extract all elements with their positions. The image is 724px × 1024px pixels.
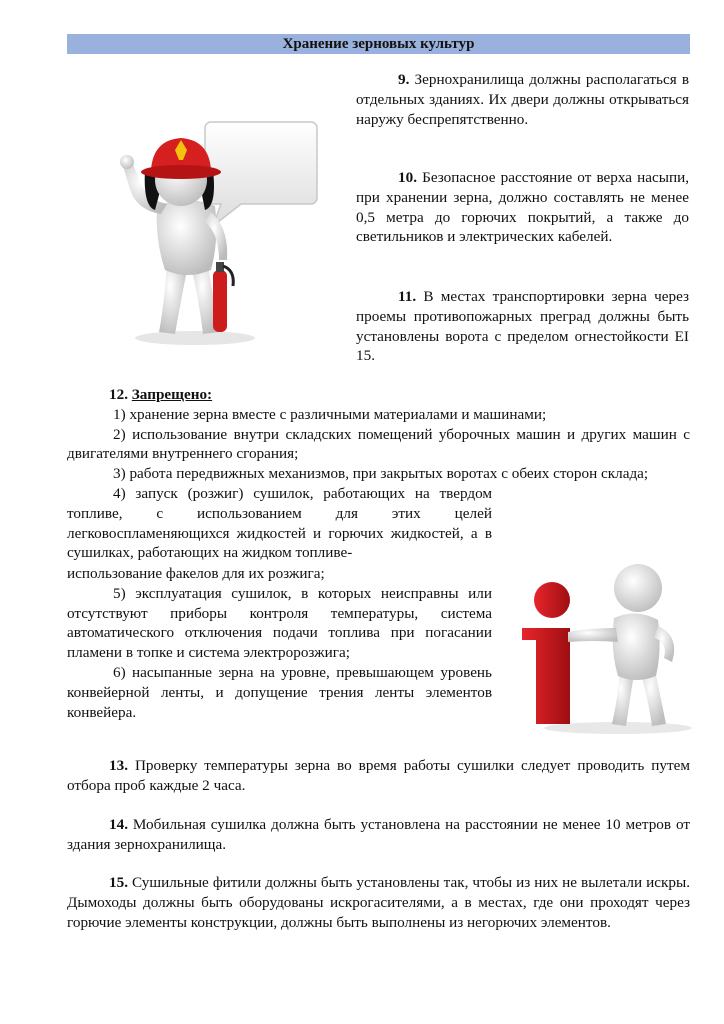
item-14 bbox=[67, 815, 690, 855]
item-12-list-item: 3) работа передвижных механизмов, при закрытых воротах с обеих сторон склада; bbox=[113, 465, 649, 483]
item-12-list-item: 4) запуск (розжиг) сушилок, работающих на твердом топливе, с использованием для этих целей легковоспламеняющихся жидкостей и горючих жидкостей, а в сушилках, работающих на жидком топливе- bbox=[67, 484, 492, 562]
item-13-text: Проверку температуры зерна во время работы сушилки следует проводить путем отбора проб каждые 2 часа. bbox=[67, 757, 691, 794]
item-10-text: Безопасное расстояние от верха насыпи, при хранении зерна, должно составлять не менее 0,5 метра до горючих покрытий, а также до светильников и электрических кабелей. bbox=[356, 169, 689, 246]
page-header bbox=[67, 34, 690, 54]
item-13-number: 13. bbox=[109, 757, 128, 774]
firefighter-illustration bbox=[95, 110, 335, 350]
item-15-number: 15. bbox=[109, 874, 128, 891]
item-13 bbox=[67, 756, 690, 796]
item-12-heading bbox=[67, 385, 690, 405]
item-10-number: 10. bbox=[398, 169, 417, 186]
item-10 bbox=[356, 168, 689, 247]
item-12 bbox=[67, 385, 690, 563]
item-11-text: В местах транспортировки зерна через проемы противопожарных преград должны быть установлены ворота с пределом огнестойкости EI 15. bbox=[356, 288, 689, 365]
item-12-list-item: 2) использование внутри складских помещений уборочных машин и других машин с двигателями внутреннего сгорания; bbox=[67, 425, 690, 463]
item-12-list-item: 1) хранение зерна вместе с различными материалами и машинами; bbox=[113, 405, 547, 423]
item-9 bbox=[356, 70, 689, 129]
item-11-number: 11. bbox=[398, 288, 417, 305]
item-9-number: 9. bbox=[398, 71, 410, 88]
item-11 bbox=[356, 287, 689, 366]
item-15-text: Сушильные фитили должны быть установлены так, чтобы из них не вылетали искры. Дымоходы должны быть оборудованы искрогасителями, а в местах, где они проходят через горючие элементы конструкции, должны быть выполнены из негорючих элементов. bbox=[67, 874, 691, 931]
item-15 bbox=[67, 873, 690, 932]
item-12-number: 12. bbox=[109, 386, 128, 403]
item-12-list-item: 6) насыпанные зерна на уровне, превышающем уровень конвейерной ленты, и допущение трения ленты элементов конвейера. bbox=[67, 663, 492, 721]
item-12-list-item: 5) эксплуатация сушилок, в которых неисправны или отсутствуют приборы контроля температуры, система автоматического отключения подачи топлива при погасании пламени в топке и система электророзжига; bbox=[67, 584, 492, 662]
info-illustration bbox=[508, 558, 698, 736]
item-14-number: 14. bbox=[109, 816, 128, 833]
item-12-title: Запрещено: bbox=[131, 386, 213, 403]
header-title: Хранение зерновых культур bbox=[282, 36, 475, 52]
item-12-list-item: использование факелов для их розжига; bbox=[67, 565, 325, 582]
item-12-continued bbox=[67, 564, 492, 722]
item-14-text: Мобильная сушилка должна быть установлена на расстоянии не менее 10 метров от здания зернохранилища. bbox=[67, 816, 691, 853]
item-9-text: Зернохранилища должны располагаться в отдельных зданиях. Их двери должны открываться наружу беспрепятственно. bbox=[356, 71, 690, 128]
